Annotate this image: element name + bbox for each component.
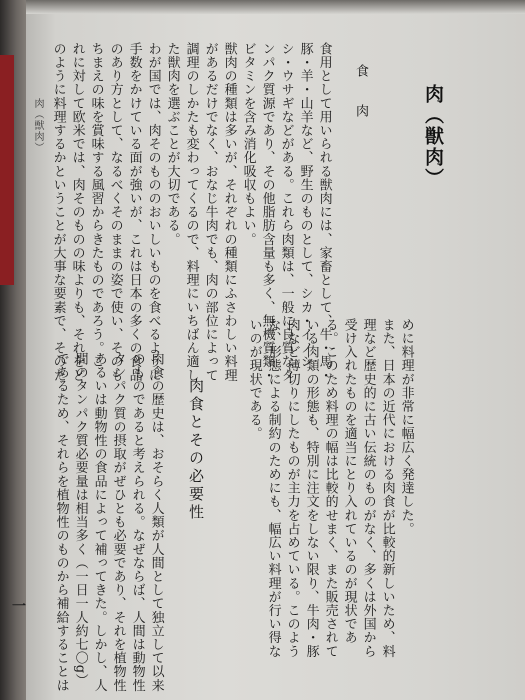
necessity-line-4: あるいは動物性の食品によって補ってきた。しかし、人: [91, 352, 107, 692]
continuation-line-7: 肉など薄切りにしたものが主力を占めている。このよう: [284, 318, 300, 658]
necessity-line-3: タンパク質の摂取がぜひとも必要であり、それを植物性: [110, 352, 126, 692]
necessity-line-2: のものであると考えられる。なぜならば、人間は動物性: [129, 352, 145, 692]
continuation-line-8: な、形態による制約のためにも、幅広い料理が行い得な: [265, 318, 281, 658]
intro-line-5: ビタミンを含み消化吸収もよい。: [240, 42, 256, 246]
necessity-line-5: 間のタンパク質必要量は相当多く（一日一人約七〇g）: [72, 352, 88, 688]
footer-label: 肉（獣肉）: [32, 98, 43, 153]
continuation-line-4: 受け入れたものを適当にとり入れているのが現状であ: [341, 318, 357, 645]
section-heading: 肉食とその必要性: [187, 378, 205, 522]
intro-line-12: のあり方として、なるべくそのままの姿で使い、そのも: [107, 42, 123, 382]
running-head: 食 肉: [353, 64, 368, 124]
intro-line-1: 食用として用いられる獣肉には、家畜として、牛・馬・: [316, 42, 332, 382]
continuation-line-3: 理など歴史的に古い伝統のものがなく、多くは外国から: [360, 318, 376, 658]
necessity-line-6: であるため、それらを植物性のものから補給することは: [53, 352, 69, 692]
intro-line-4: ンパク質源であり、その他脂肪含量も多く、無機質類・: [259, 42, 275, 382]
page-title: 肉（獣肉）: [422, 84, 444, 189]
red-book-cover: [0, 55, 14, 285]
continuation-line-5: る。このため料理の幅は比較的せまく、また販売されて: [322, 318, 338, 658]
intro-line-8: 調理のしかたも変わってくるので、料理にいちばん適し: [183, 42, 199, 382]
intro-line-13: ちまえの味を賞味する風習からきたものであろう。こ: [88, 42, 104, 369]
intro-line-9: た獣肉を選ぶことが大切である。: [164, 42, 180, 246]
continuation-line-9: いのが現状である。: [246, 318, 262, 441]
intro-line-7: があるだけでなく、おなじ牛肉でも、肉の部位によって: [202, 42, 218, 382]
intro-line-15: のように料理するかということが大事な要素で、そのた: [50, 42, 66, 382]
continuation-line-6: いる肉類の形態も、特別に注文をしない限り、牛肉・豚: [303, 318, 319, 658]
necessity-line-1: 肉食の歴史は、おそらく人類が人間として独立して以来: [148, 352, 164, 692]
page-top-shadow: [26, 0, 525, 14]
intro-line-14: れに対して欧米では、肉そのものの味よりも、それをど: [69, 42, 85, 382]
intro-line-11: 手数をかけている面が強いが、これは日本の多くの食品: [126, 42, 142, 382]
continuation-line-2: また、日本の近代における肉食が比較的新しいため、料: [379, 318, 395, 658]
intro-line-10: わが国では、肉そのもののおいしいものを食べるように: [145, 42, 161, 382]
intro-line-6: 獣肉の種類は多いが、それぞれの種類にふさわしい料理: [221, 42, 237, 382]
intro-line-2: 豚・羊・山羊など、野生のものとして、シカ・イノシ: [297, 42, 313, 369]
page-number: 一: [12, 599, 26, 615]
intro-line-3: シ・ウサギなどがある。これら肉類は、一般に良質なタ: [278, 42, 294, 382]
continuation-line-1: めに料理が非常に幅広く発達した。: [398, 318, 414, 536]
